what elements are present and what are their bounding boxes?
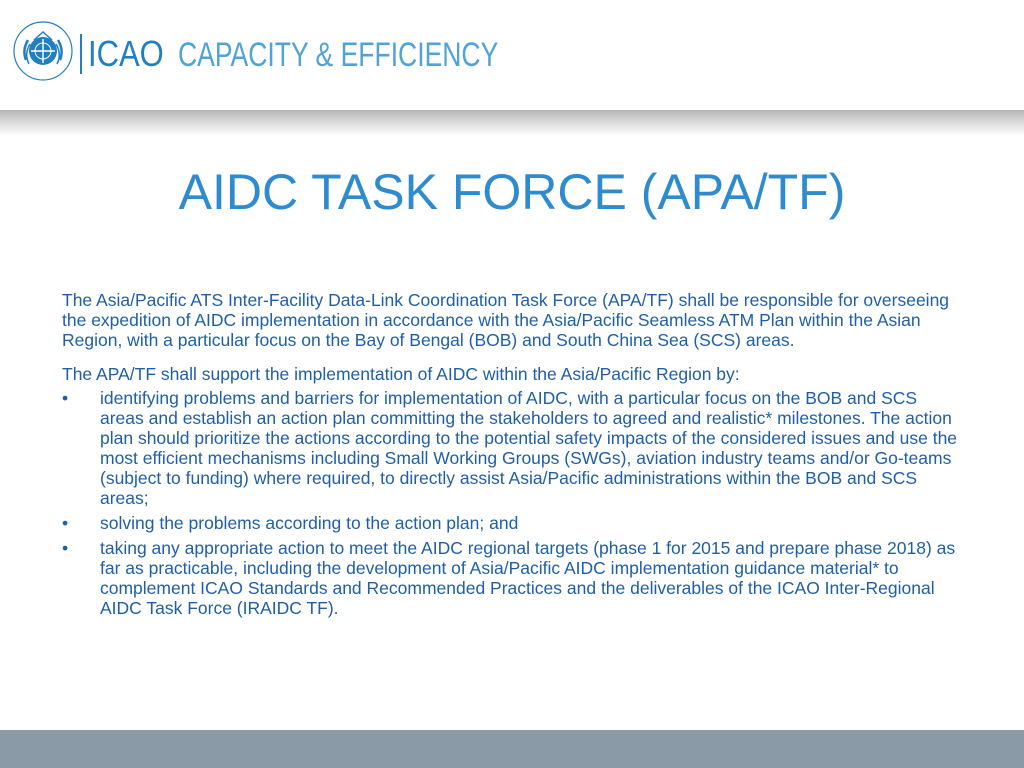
list-item — [62, 513, 962, 533]
bullet-text: identifying problems and barriers for implementation of AIDC, with a particular focus on the BOB and SCS areas and establish an action plan committing the stakeholders to agreed and realistic* milestones. The action plan should prioritize the actions according to the potential safety impacts of the considered issues and use the most efficient mechanisms including Small Working Groups (SWGs), aviation industry teams and/or Go-teams (subject to funding) where required, to directly assist Asia/Pacific administrations within the BOB and SCS areas; — [100, 388, 958, 508]
slide-body — [62, 290, 962, 623]
header-shadow — [0, 110, 1024, 136]
bullet-marker: • — [62, 513, 69, 533]
bullet-marker: • — [62, 388, 69, 408]
header-tagline: CAPACITY & EFFICIENCY — [178, 36, 499, 74]
support-paragraph: The APA/TF shall support the implementation of AIDC within the Asia/Pacific Region by: — [62, 364, 740, 384]
bullet-text: taking any appropriate action to meet the AIDC regional targets (phase 1 for 2015 and prepare phase 2018) as far as practicable, including the development of Asia/Pacific AIDC implementation guidance material* to complement ICAO Standards and Recommended Practices and the deliverables of the ICAO Inter-Regional AIDC Task Force (IRAIDC TF). — [100, 538, 956, 618]
brand-divider — [80, 34, 82, 74]
bullet-text: solving the problems according to the action plan; and — [100, 513, 519, 533]
list-item — [62, 388, 962, 508]
brand-name: ICAO — [88, 33, 164, 74]
slide-title: AIDC TASK FORCE (APA/TF) — [178, 164, 846, 220]
un-wreath-emblem-icon — [12, 20, 74, 82]
list-item — [62, 538, 962, 618]
slide-header — [0, 0, 1024, 112]
bullet-list — [62, 388, 962, 618]
footer-bar — [0, 730, 1024, 768]
bullet-marker: • — [62, 538, 69, 558]
intro-paragraph: The Asia/Pacific ATS Inter-Facility Data-Link Coordination Task Force (APA/TF) shall be responsible for overseeing the expedition of AIDC implementation in accordance with the Asia/Pacific Seamless ATM Plan within the Asian Region, with a particular focus on the Bay of Bengal (BOB) and South China Sea (SCS) areas. — [62, 290, 950, 350]
